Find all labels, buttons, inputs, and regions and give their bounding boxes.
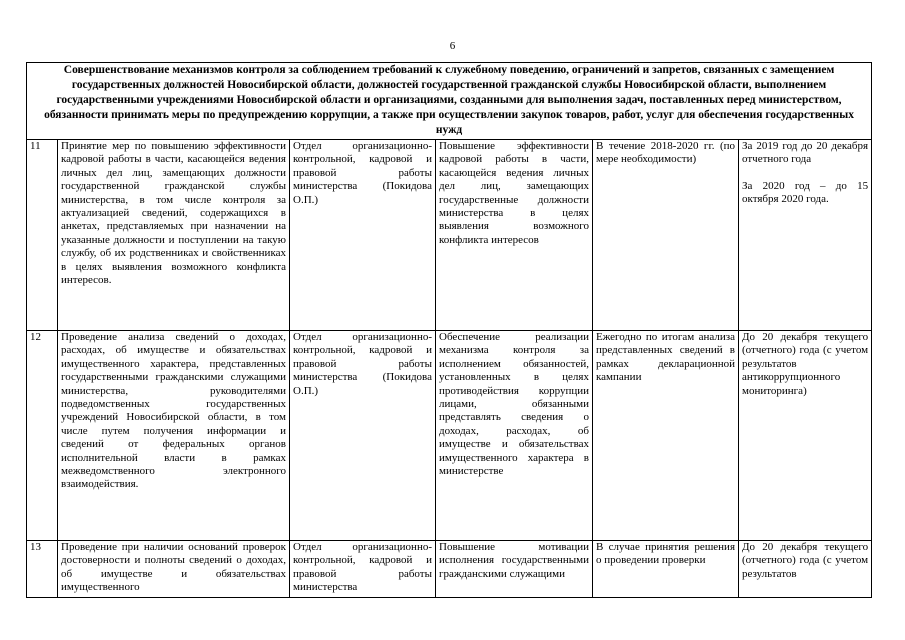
row-number: 13 [27,541,58,598]
report-cell: До 20 декабря текущего (отчетного) года (с учетом результатов антикоррупционного мониторинга) [739,331,872,541]
table-row [27,541,872,598]
anticorruption-plan-table [26,62,872,598]
result-cell: Обеспечение реализации механизма контроля за исполнением обязанностей, установленных в целях противодействия коррупции лицами, обязанными представлять сведения о доходах, расходах, об имуществе и обязательствах имущественного характера в министерстве [436,331,593,541]
report-cell [739,140,872,331]
measure-cell: Проведение анализа сведений о доходах, расходах, об имуществе и обязательствах имущественного характера, представленных государственными гражданскими служащими министерства, руководителями подведомственных государственных учреждений Новосибирской области, в том числе путем получения информации и сведений от федеральных органов исполнительной власти в рамках межведомственного электронного взаимодействия. [58,331,290,541]
section-title: Совершенствование механизмов контроля за соблюдением требований к служебному поведению, ограничений и запретов, связанных с замещением государственных должностей Новосибирской области, должностей государственной гражданской службы Новосибирской области, выполнением государственными учреждениями Новосибирской области и организациями, созданными для выполнения задач, поставленных перед министерством, обязанности принимать меры по предупреждению коррупции, а также при осуществлении закупок товаров, работ, услуг для обеспечения государственных нужд [27,63,872,140]
result-cell: Повышение эффективности кадровой работы в части, касающейся ведения личных дел лиц, замещающих государственные должности министерства в целях выявления возможного конфликта интересов [436,140,593,331]
result-cell: Повышение мотивации исполнения государственными гражданскими служащими [436,541,593,598]
section-header-row [27,63,872,140]
responsible-cell: Отдел организационно-контрольной, кадровой и правовой работы министерства (Покидова О.П.) [290,331,436,541]
row-number: 11 [27,140,58,331]
term-cell: В течение 2018-2020 гг. (по мере необходимости) [593,140,739,331]
paragraph-gap [742,167,868,180]
term-cell: Ежегодно по итогам анализа представленных сведений в рамках декларационной кампании [593,331,739,541]
table-row [27,331,872,541]
measure-cell: Проведение при наличии оснований проверок достоверности и полноты сведений о доходах, об имуществе и обязательствах имущественного [58,541,290,598]
responsible-cell: Отдел организационно-контрольной, кадровой и правовой работы министерства [290,541,436,598]
term-cell: В случае принятия решения о проведении проверки [593,541,739,598]
table-row [27,140,872,331]
measure-cell: Принятие мер по повышению эффективности кадровой работы в части, касающейся ведения личных дел лиц, замещающих должности государственной гражданской службы министерства, в том числе контроля за актуализацией сведений, содержащихся в анкетах, представляемых при назначении на указанные должности и поступлении на такую службу, об их родственниках и свойственниках в целях выявления возможного конфликта интересов. [58,140,290,331]
responsible-cell: Отдел организационно-контрольной, кадровой и правовой работы министерства (Покидова О.П.) [290,140,436,331]
report-cell: До 20 декабря текущего (отчетного) года (с учетом результатов [739,541,872,598]
report-deadline-2020: За 2020 год – до 15 октября 2020 года. [742,179,869,206]
page-number: 6 [449,40,456,52]
report-deadline-2019: За 2019 год до 20 декабря отчетного года [742,140,869,166]
row-number: 12 [27,331,58,541]
